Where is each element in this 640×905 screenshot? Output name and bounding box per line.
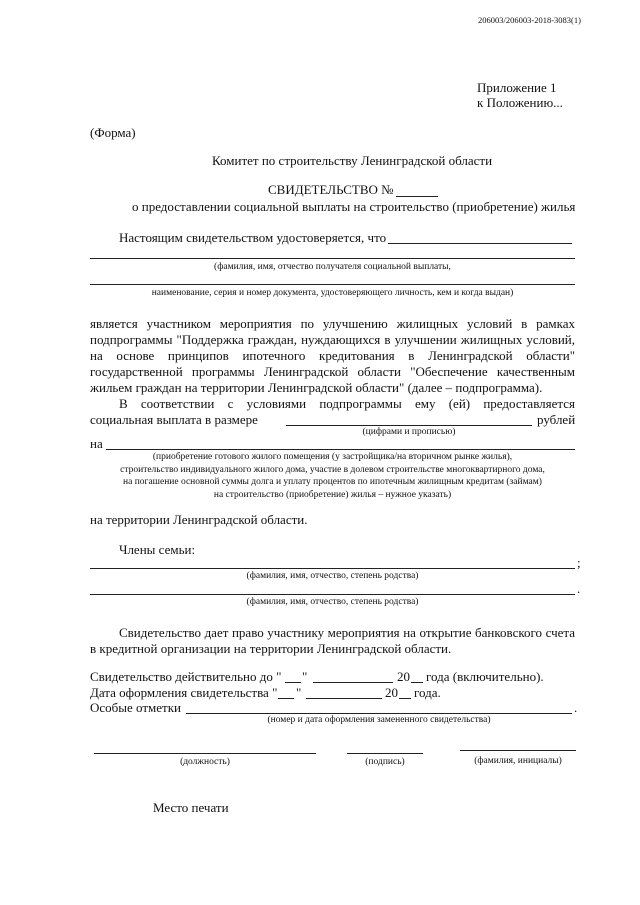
family-caption-1: (фамилия, имя, отчество, степень родства) xyxy=(246,571,419,581)
family-line-1-end: ; xyxy=(577,555,581,570)
special-marks-end: . xyxy=(574,700,578,715)
name-caption: (фамилия, инициалы) xyxy=(474,756,562,766)
valid-quote: " xyxy=(302,669,308,684)
valid-suffix: года (включительно). xyxy=(426,669,544,684)
currency-label: рублей xyxy=(537,412,576,427)
special-marks-label: Особые отметки xyxy=(90,700,181,715)
purpose-caption-3: на погашение основной суммы долга и уплату процентов по ипотечным жилищным кредитам (займам) xyxy=(123,477,542,487)
certificate-number-line xyxy=(396,196,438,197)
family-label: Члены семьи: xyxy=(119,542,196,557)
position-line xyxy=(94,753,316,754)
family-caption-2: (фамилия, имя, отчество, степень родства) xyxy=(246,597,419,607)
recipient-caption: (фамилия, имя, отчество получателя социальной выплаты, xyxy=(214,262,451,272)
form-label: (Форма) xyxy=(90,125,136,140)
recipient-line-2 xyxy=(90,258,575,259)
valid-year: 20 xyxy=(397,669,410,684)
purpose-caption-4: на строительство (приобретение) жилья – нужное указать) xyxy=(213,489,452,500)
payment-line-1: В соответствии с условиями подпрограммы ему (ей) предоставляется xyxy=(119,396,575,411)
valid-day-line xyxy=(285,682,301,683)
signature-line xyxy=(347,753,423,754)
issue-suffix: года. xyxy=(414,685,441,700)
issue-year: 20 xyxy=(385,685,398,700)
amount-line xyxy=(286,425,532,426)
special-marks-caption: (номер и дата оформления замененного свидетельства) xyxy=(267,715,491,725)
appendix-line-2: к Положению... xyxy=(477,95,563,110)
id-document-caption: наименование, серия и номер документа, удостоверяющего личность, кем и когда выдан) xyxy=(151,288,514,298)
special-marks-line xyxy=(186,713,572,714)
issue-day-line xyxy=(278,698,294,699)
family-line-2-end: . xyxy=(577,581,581,596)
participant-line-2: подпрограммы "Поддержка граждан, нуждающихся в улучшении жилищных условий, xyxy=(90,332,575,347)
purpose-line xyxy=(106,449,575,450)
participant-paragraph xyxy=(90,316,575,396)
position-caption: (должность) xyxy=(180,757,230,767)
certificate-title: СВИДЕТЕЛЬСТВО № xyxy=(268,182,394,197)
committee-name: Комитет по строительству Ленинградской области xyxy=(212,153,493,168)
rights-line-2: в кредитной организации на территории Ленинградской области. xyxy=(90,641,452,656)
payment-line-2: социальная выплата в размере xyxy=(90,412,258,427)
amount-caption: (цифрами и прописью) xyxy=(362,427,456,437)
participant-line-3: на основе принципов ипотечного кредитования в Ленинградской области" xyxy=(90,348,575,363)
family-line-1 xyxy=(90,568,575,569)
valid-prefix: Свидетельство действительно до " xyxy=(90,669,282,684)
signature-caption: (подпись) xyxy=(365,757,405,767)
valid-year-line xyxy=(411,682,423,683)
document-number: 206003/206003-2018-3083(1) xyxy=(478,15,581,25)
participant-line-1: является участником мероприятия по улучшению жилищных условий в рамках xyxy=(90,316,575,331)
purpose-on-label: на xyxy=(90,436,103,451)
purpose-caption-2: строительство индивидуального жилого дома, участие в долевом строительстве многоквартирного дома, xyxy=(120,464,545,475)
participant-line-5: жильем граждан на территории Ленинградской области" (далее – подпрограмма). xyxy=(90,380,543,395)
certificate-subtitle: о предоставлении социальной выплаты на строительство (приобретение) жилья xyxy=(132,199,576,214)
seal-place: Место печати xyxy=(153,800,229,815)
purpose-caption-1: (приобретение готового жилого помещения (у застройщика/на вторичном рынке жилья), xyxy=(152,452,513,462)
participant-line-4: государственной программы Ленинградской области "Обеспечение качественным xyxy=(90,364,575,379)
name-line xyxy=(460,750,576,751)
family-line-2 xyxy=(90,594,575,595)
issue-quote: " xyxy=(296,685,302,700)
issue-year-line xyxy=(399,698,411,699)
rights-line-1: Свидетельство дает право участнику мероприятия на открытие банковского счета xyxy=(119,625,575,640)
appendix-line-1: Приложение 1 xyxy=(477,80,557,95)
recipient-line-3 xyxy=(90,284,575,285)
valid-month-line xyxy=(313,682,393,683)
issue-month-line xyxy=(306,698,382,699)
certify-text: Настоящим свидетельством удостоверяется, что xyxy=(119,230,387,245)
issue-prefix: Дата оформления свидетельства " xyxy=(90,685,278,700)
purpose-captions xyxy=(90,451,575,501)
territory-text: на территории Ленинградской области. xyxy=(90,512,308,527)
recipient-line xyxy=(388,243,572,244)
